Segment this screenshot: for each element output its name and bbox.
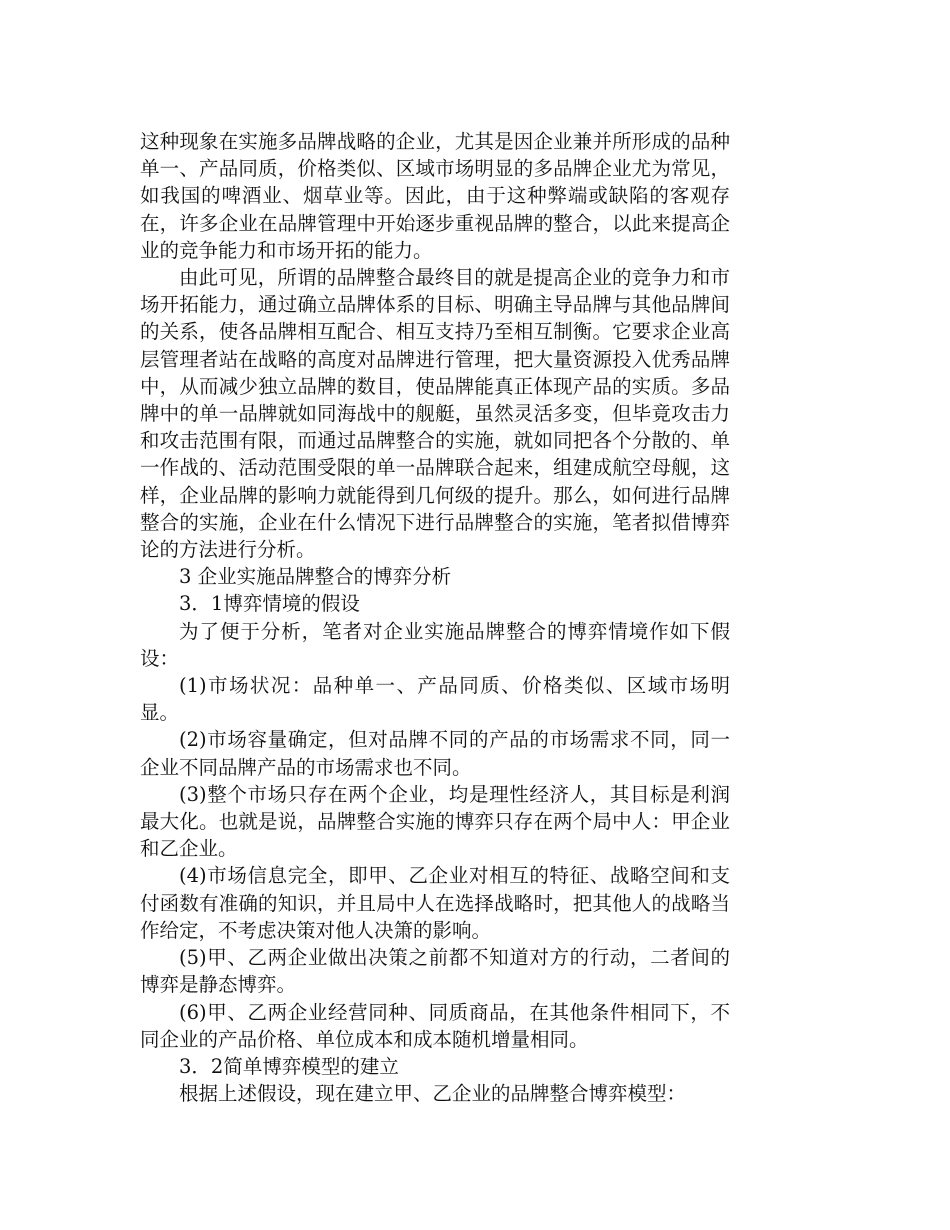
paragraph-1: 这种现象在实施多品牌战略的企业，尤其是因企业兼并所形成的品种单一、产品同质，价格类似、区域市场明显的多品牌企业尤为常见，如我国的啤酒业、烟草业等。因此，由于这种弊端或缺陷的客观存在，许多企业在品牌管理中开始逐步重视品牌的整合，以此来提高企业的竞争能力和市场开拓的能力。 (140, 130, 730, 262)
assumption-1: (1)市场状况：品种单一、产品同质、价格类似、区域市场明显。 (140, 674, 730, 725)
assumption-4: (4)市场信息完全，即甲、乙企业对相互的特征、战略空间和支付函数有准确的知识，并且局中人在选择战略时，把其他人的战略当作给定，不考虑决策对他人决箫的影响。 (140, 864, 730, 942)
document-body (140, 128, 730, 1107)
assumption-6: (6)甲、乙两企业经营同种、同质商品，在其他条件相同下，不同企业的产品价格、单位成本和成本随机增量相同。 (140, 1000, 730, 1051)
paragraph-assumption-intro: 为了便于分析，笔者对企业实施品牌整合的博弈情境作如下假设： (140, 619, 730, 670)
assumption-5: (5)甲、乙两企业做出决策之前都不知道对方的行动，二者间的博弈是静态博弈。 (140, 946, 730, 997)
assumption-2: (2)市场容量确定，但对品牌不同的产品的市场需求不同，同一企业不同品牌产品的市场需求也不同。 (140, 728, 730, 779)
paragraph-2: 由此可见，所谓的品牌整合最终目的就是提高企业的竞争力和市场开拓能力，通过确立品牌体系的目标、明确主导品牌与其他品牌间的关系，使各品牌相互配合、相互支持乃至相互制衡。它要求企业高层管理者站在战略的高度对品牌进行管理，把大量资源投入优秀品牌中，从而减少独立品牌的数目，使品牌能真正体现产品的实质。多品牌中的单一品牌就如同海战中的舰艇，虽然灵活多变，但毕竟攻击力和攻击范围有限，而通过品牌整合的实施，就如同把各个分散的、单一作战的、活动范围受限的单一品牌联合起来，组建成航空母舰，这样，企业品牌的影响力就能得到几何级的提升。那么，如何进行品牌整合的实施，企业在什么情况下进行品牌整合的实施，笔者拟借博弈论的方法进行分析。 (140, 266, 730, 562)
subsection-heading-3-2: 3．2简单博弈模型的建立 (179, 1054, 399, 1078)
assumption-3: (3)整个市场只存在两个企业，均是理性经济人，其目标是利润最大化。也就是说，品牌整合实施的博弈只存在两个局中人：甲企业和乙企业。 (140, 782, 730, 861)
section-heading-3: 3 企业实施品牌整合的博弈分析 (179, 565, 452, 589)
paragraph-model-intro: 根据上述假设，现在建立甲、乙企业的品牌整合博弈模型： (179, 1082, 687, 1106)
subsection-heading-3-1: 3．1博弈情境的假设 (179, 592, 360, 616)
